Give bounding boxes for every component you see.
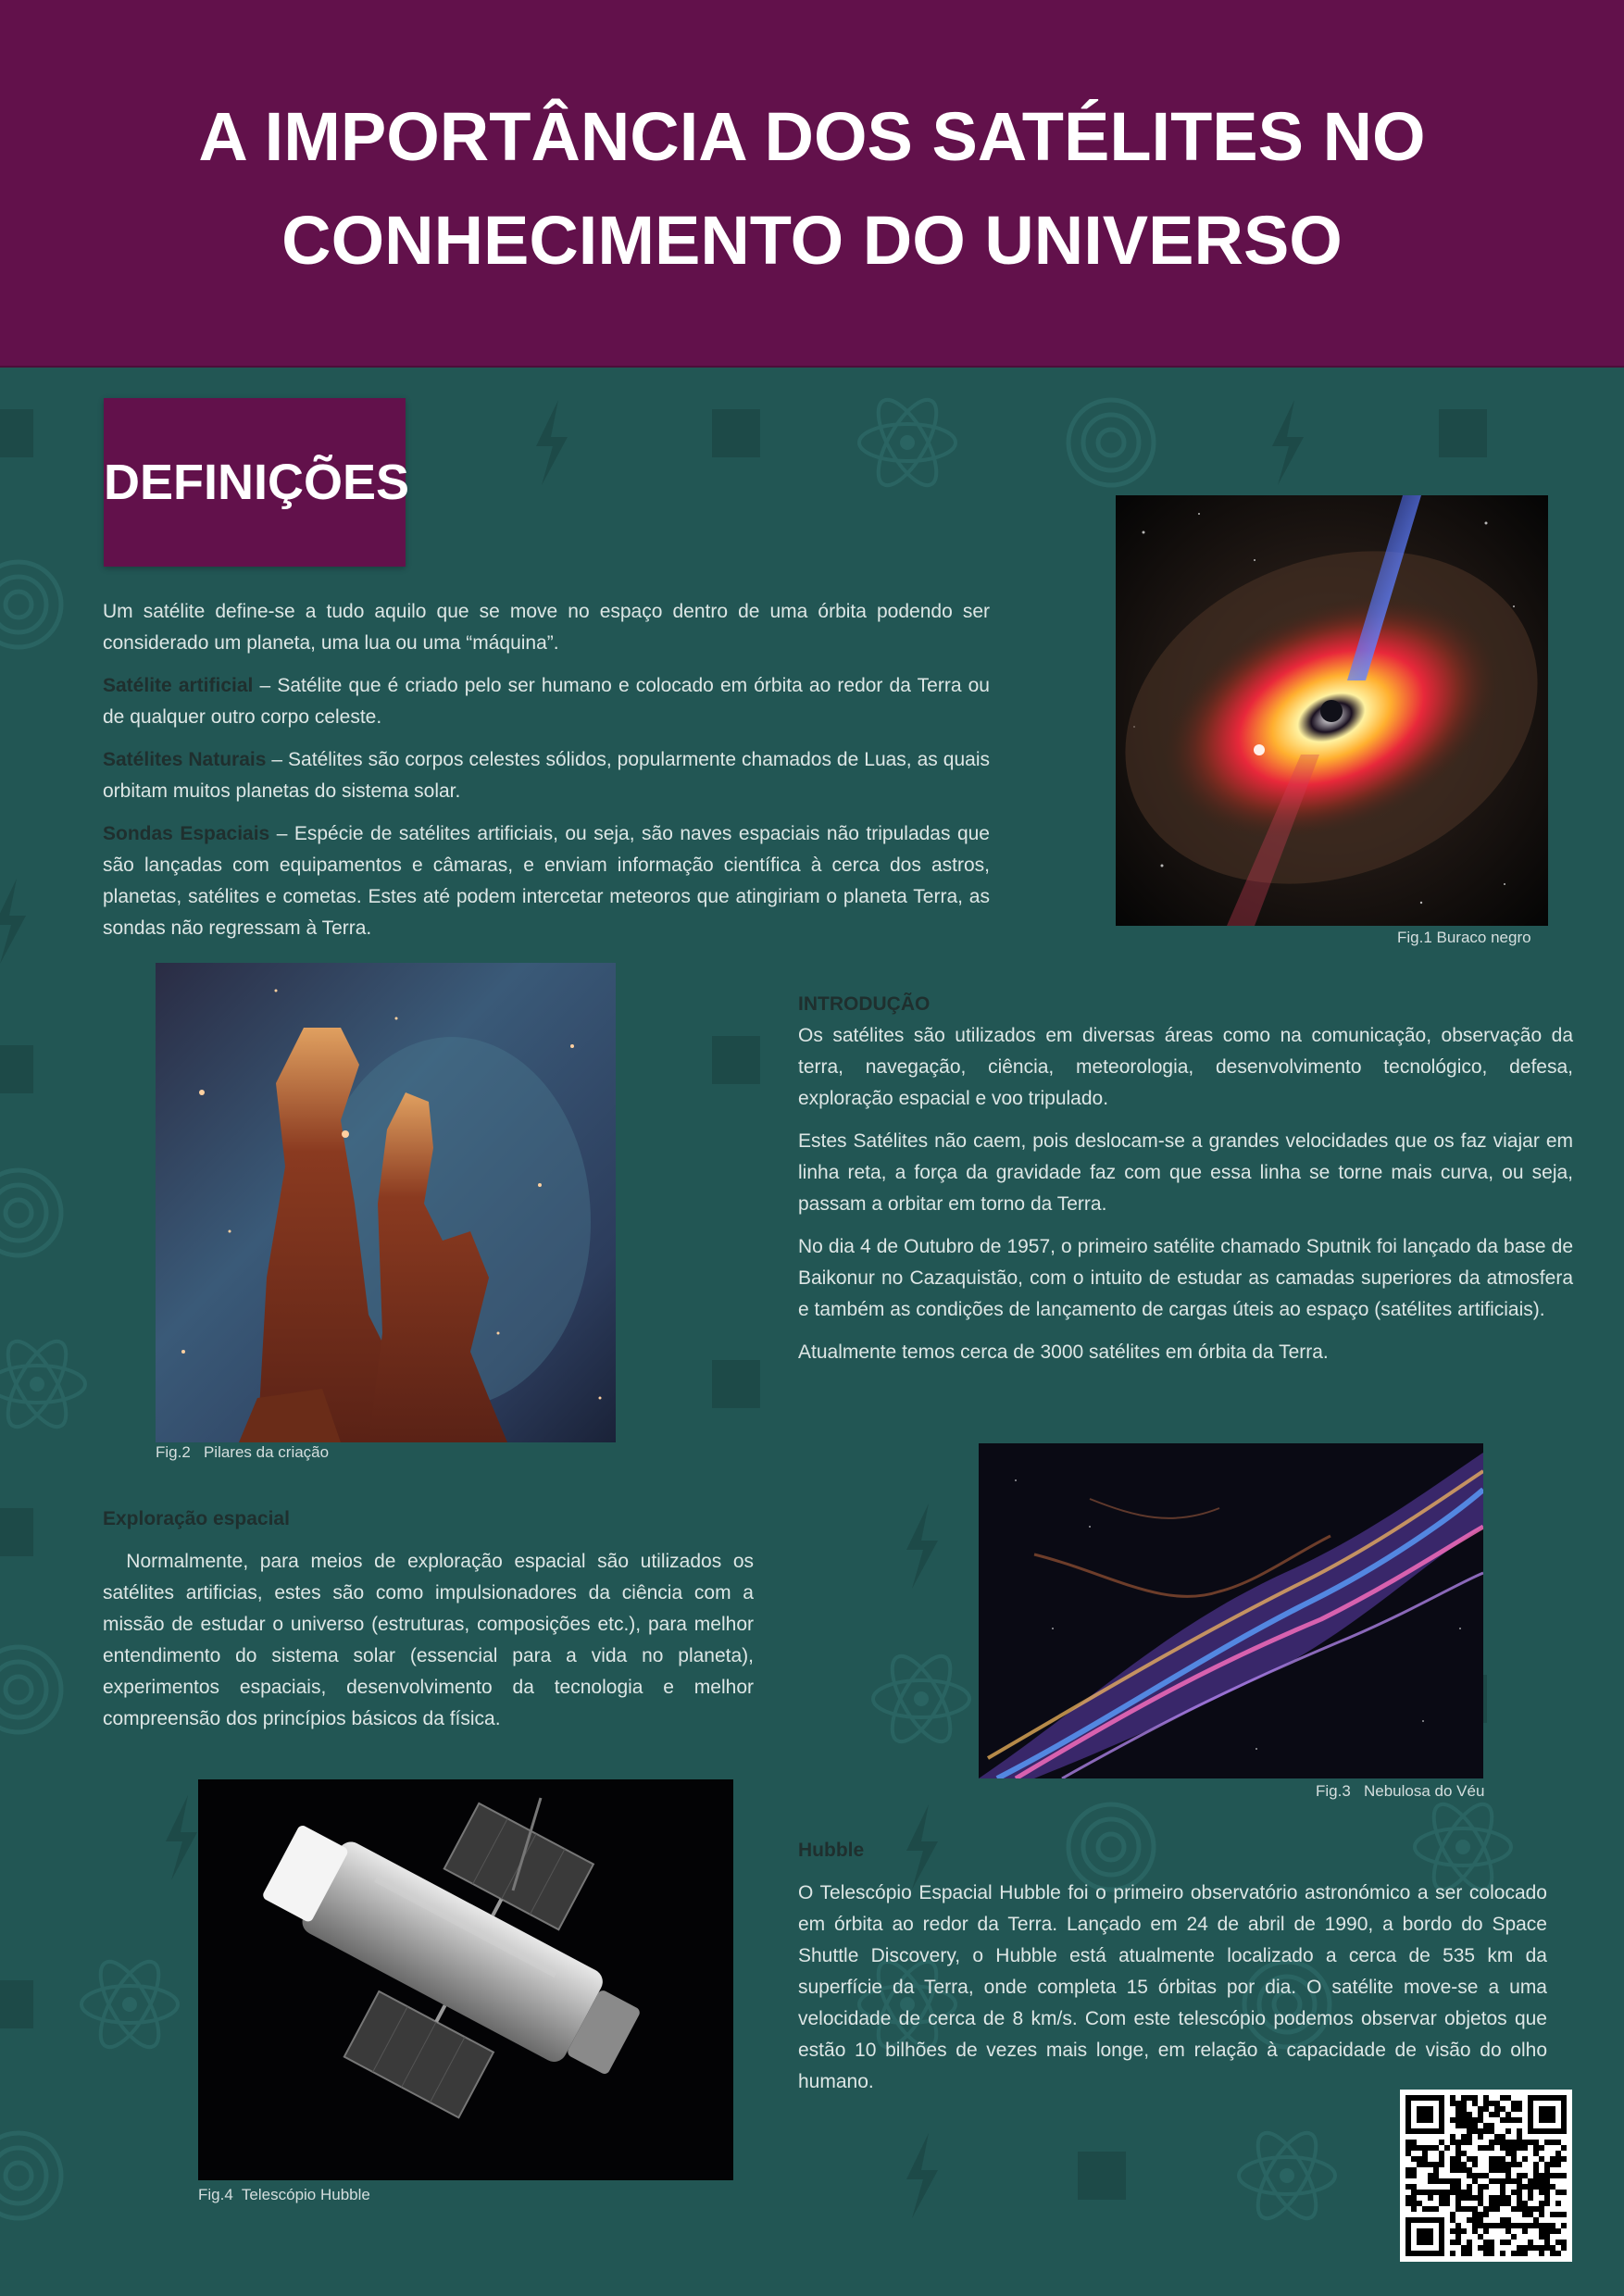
exploration-p1: Normalmente, para meios de exploração espacial são utilizados os satélites artificias, estes são como impulsionadores da ciência com a missão de estudar o universo (estruturas, composições etc.), para melhor entendimento do sistema solar (essencial para a vida no planeta), experimentos espaciais, desenvolvimento da tecnologia e melhor compreensão dos princípios básicos da física. bbox=[103, 1551, 759, 1729]
text-artificial: – Satélite que é criado pelo ser humano e colocado em órbita ao redor da Terra ou de qualquer outro corpo celeste. bbox=[103, 675, 990, 728]
hubble-section bbox=[798, 1835, 1547, 2109]
introduction-p4: Atualmente temos cerca de 3000 satélites em órbita da Terra. bbox=[798, 1341, 1329, 1363]
definition-natural bbox=[103, 744, 990, 807]
header-banner bbox=[0, 0, 1624, 368]
page-title bbox=[0, 85, 1624, 293]
hubble-heading: Hubble bbox=[798, 1840, 865, 1861]
introduction-p1: Os satélites são utilizados em diversas áreas como na comunicação, observação da terra, navegação, ciência, meteorologia, desenvolvimento tecnológico, defesa, exploração espacial e voo tripulado. bbox=[798, 1025, 1573, 1109]
text-probes: – Espécie de satélites artificiais, ou seja, são naves espaciais não tripuladas que são lançadas com equipamentos e câmaras, e enviam informação científica à cerca dos astros, planetas, satélites e cometas. Estes até podem intercetar meteoros que atingiriam o planeta Terra, as sondas não regressam à Terra. bbox=[103, 823, 990, 939]
definitions-title: DEFINIÇÕES bbox=[104, 455, 410, 510]
definition-probes bbox=[103, 818, 990, 944]
pillars-of-creation-image bbox=[156, 963, 616, 1442]
term-artificial: Satélite artificial bbox=[103, 675, 254, 696]
title-line-2: CONHECIMENTO DO UNIVERSO bbox=[281, 202, 1343, 279]
qr-code[interactable] bbox=[1400, 2090, 1572, 2262]
black-hole-image bbox=[1116, 495, 1548, 926]
fig3-caption: Fig.3 Nebulosa do Véu bbox=[1316, 1782, 1485, 1800]
title-line-1: A IMPORTÂNCIA DOS SATÉLITES NO bbox=[198, 98, 1426, 175]
introduction-p2: Estes Satélites não caem, pois deslocam-se a grandes velocidades que os faz viajar em linha reta, a força da gravidade faz com que essa linha se torne mais curva, ou seja, passam a orbitar em torno da Terra. bbox=[798, 1130, 1573, 1215]
fig1-caption: Fig.1 Buraco negro bbox=[1397, 929, 1531, 946]
introduction-section bbox=[798, 989, 1573, 1379]
qr-code-graphic bbox=[1400, 2090, 1572, 2262]
text-natural: – Satélites são corpos celestes sólidos, popularmente chamados de Luas, as quais orbitam muitos planetas do sistema solar. bbox=[103, 749, 990, 802]
veil-nebula-image bbox=[979, 1443, 1483, 1778]
definitions-text bbox=[103, 596, 990, 955]
fig4-caption: Fig.4 Telescópio Hubble bbox=[198, 2186, 370, 2203]
fig2-caption: Fig.2 Pilares da criação bbox=[156, 1443, 330, 1461]
definitions-title-box bbox=[104, 398, 410, 567]
introduction-heading: INTRODUÇÃO bbox=[798, 993, 931, 1015]
introduction-p3: No dia 4 de Outubro de 1957, o primeiro satélite chamado Sputnik foi lançado da base de Baikonur no Cazaquistão, com o intuito de estudar as camadas superiores da atmosfera e também as condições de lançamento de cargas úteis ao espaço (satélites artificiais). bbox=[798, 1236, 1573, 1320]
term-natural: Satélites Naturais bbox=[103, 749, 267, 770]
hubble-p1: O Telescópio Espacial Hubble foi o primeiro observatório astronómico a ser colocado em órbita ao redor da Terra. Lançado em 24 de abril de 1990, a bordo do Space Shuttle Discovery, o Hubble está atualmente localizado a cerca de 535 km da superfície da Terra, onde completa 15 órbitas por dia. O satélite move-se a uma velocidade de cerca de 8 km/s. Com este telescópio podemos observar objetos que estão 10 bilhões de vezes mais longe, em relação à capacidade de visão do olho humano. bbox=[798, 1882, 1547, 2092]
exploration-section bbox=[103, 1504, 759, 1746]
term-probes: Sondas Espaciais bbox=[103, 823, 270, 844]
hubble-telescope-image bbox=[198, 1779, 733, 2180]
definition-artificial bbox=[103, 670, 990, 733]
exploration-heading: Exploração espacial bbox=[103, 1508, 290, 1529]
definitions-intro: Um satélite define-se a tudo aquilo que se move no espaço dentro de uma órbita podendo ser considerado um planeta, uma lua ou uma “máquina”. bbox=[103, 601, 990, 654]
